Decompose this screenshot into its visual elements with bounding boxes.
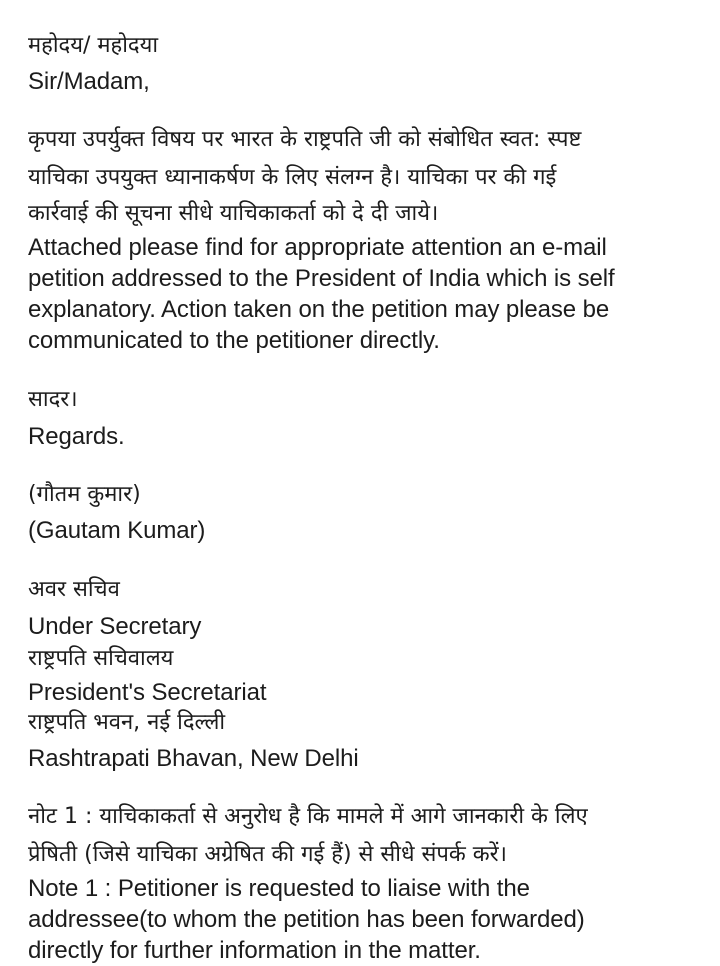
body-english-line-4: communicated to the petitioner directly. xyxy=(28,327,440,354)
address-hindi: राष्ट्रपति भवन, नई दिल्ली xyxy=(28,710,226,735)
note-english-line-3: directly for further information in the matter. xyxy=(28,937,481,964)
note-english-line-1: Note 1 : Petitioner is requested to liaise with the xyxy=(28,875,530,902)
body-english-line-3: explanatory. Action taken on the petition may please be xyxy=(28,296,610,323)
note-hindi-line-1: नोट 1 : याचिकाकर्ता से अनुरोध है कि मामले में आगे जानकारी के लिए xyxy=(28,804,588,829)
body-hindi-line-3: कार्रवाई की सूचना सीधे याचिकाकर्ता को दे दी जाये। xyxy=(28,201,439,226)
signatory-name-english: (Gautam Kumar) xyxy=(28,517,206,544)
closing-hindi: सादर। xyxy=(28,387,78,412)
note-hindi-line-2: प्रेषिती (जिसे याचिका अग्रेषित की गई हैं) से सीधे संपर्क करें। xyxy=(28,842,507,867)
salutation-hindi: महोदय/ महोदया xyxy=(28,33,159,58)
office-english: President's Secretariat xyxy=(28,679,267,706)
salutation-english: Sir/Madam, xyxy=(28,68,150,95)
body-english-line-2: petition addressed to the President of India which is self xyxy=(28,265,615,292)
address-english: Rashtrapati Bhavan, New Delhi xyxy=(28,745,359,772)
designation-english: Under Secretary xyxy=(28,613,202,640)
note-english-line-2: addressee(to whom the petition has been forwarded) xyxy=(28,906,585,933)
office-hindi: राष्ट्रपति सचिवालय xyxy=(28,646,174,671)
body-hindi-line-2: याचिका उपयुक्त ध्यानाकर्षण के लिए संलग्न है। याचिका पर की गई xyxy=(28,165,557,190)
body-english-line-1: Attached please find for appropriate attention an e-mail xyxy=(28,234,607,261)
body-hindi-line-1: कृपया उपर्युक्त विषय पर भारत के राष्ट्रपति जी को संबोधित स्वत: स्पष्ट xyxy=(28,127,582,152)
closing-english: Regards. xyxy=(28,423,125,450)
designation-hindi: अवर सचिव xyxy=(28,577,120,602)
signatory-name-hindi: (गौतम कुमार) xyxy=(28,482,141,507)
